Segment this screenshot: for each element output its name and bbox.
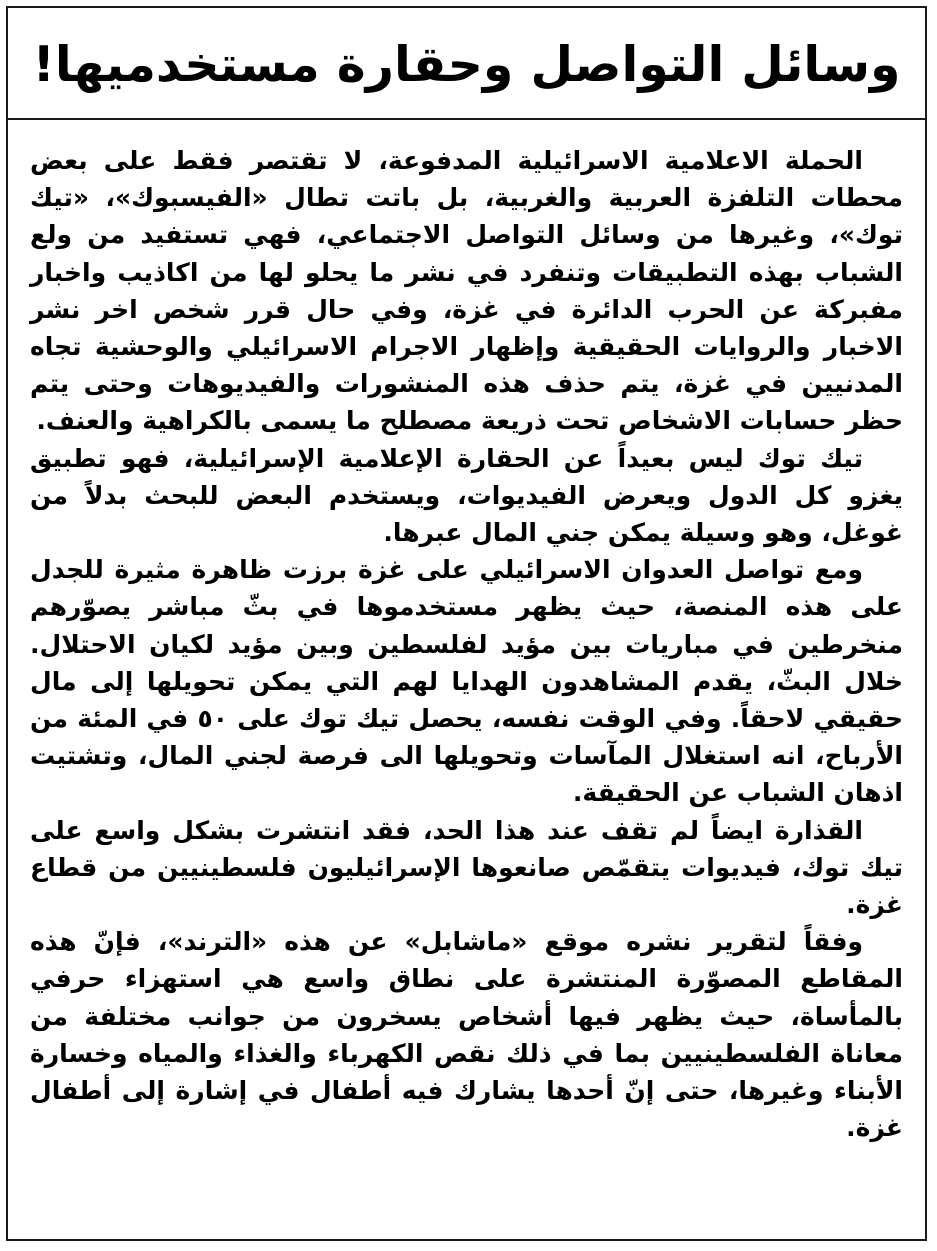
headline: وسائل التواصل وحقارة مستخدميها!: [32, 36, 901, 93]
article-frame: [6, 6, 927, 1241]
paragraph: الحملة الاعلامية الاسرائيلية المدفوعة، لا تقتصر فقط على بعض محطات التلفزة العربية والغربية، بل باتت تطال «الفيسبوك»، «تيك توك»، وغيرها من وسائل التواصل الاجتماعي، فهي تستفيد من ولع الشباب بهذه التطبيقات وتنفرد في نشر ما يحلو لها من اكاذيب واخبار مفبركة عن الحرب الدائرة في غزة، وفي حال قرر شخص اخر نشر الاخبار والروايات الحقيقية وإظهار الاجرام الاسرائيلي والوحشية تجاه المدنيين في غزة، يتم حذف هذه المنشورات والفيديوهات وحتى يتم حظر حسابات الاشخاص تحت ذريعة مصطلح ما يسمى بالكراهية والعنف.: [30, 146, 903, 436]
paragraph: وفقاً لتقرير نشره موقع «ماشابل» عن هذه «الترند»، فإنّ هذه المقاطع المصوّرة المنتشرة على نطاق واسع هي استهزاء حرفي بالمأساة، حيث يظهر فيها أشخاص يسخرون من جوانب مختلفة من معاناة الفلسطينيين بما في ذلك نقص الكهرباء والغذاء والمياه وخسارة الأبناء وغيرها، حتى إنّ أحدها يشارك فيه أطفال في إشارة إلى أطفال غزة.: [30, 927, 903, 1143]
article-body: [8, 120, 925, 1146]
paragraph: تيك توك ليس بعيداً عن الحقارة الإعلامية الإسرائيلية، فهو تطبيق يغزو كل الدول ويعرض الفيديوات، ويستخدم البعض للبحث بدلاً من غوغل، وهو وسيلة يمكن جني المال عبرها.: [30, 443, 903, 548]
paragraph: ومع تواصل العدوان الاسرائيلي على غزة برزت ظاهرة مثيرة للجدل على هذه المنصة، حيث يظهر مستخدموها في بثّ مباشر يصوّرهم منخرطين في مباريات بين مؤيد لفلسطين وبين مؤيد لكيان الاحتلال. خلال البثّ، يقدم المشاهدون الهدايا لهم التي يمكن تحويلها إلى مال حقيقي لاحقاً. وفي الوقت نفسه، يحصل تيك توك على ٥٠ في المئة من الأرباح، انه استغلال المآسات وتحويلها الى فرصة لجني المال، وتشتيت اذهان الشباب عن الحقيقة.: [30, 555, 904, 808]
paragraph: القذارة ايضاً لم تقف عند هذا الحد، فقد انتشرت بشكل واسع على تيك توك، فيديوات يتقمّص صانعوها الإسرائيليون فلسطينيين من قطاع غزة.: [30, 815, 903, 920]
